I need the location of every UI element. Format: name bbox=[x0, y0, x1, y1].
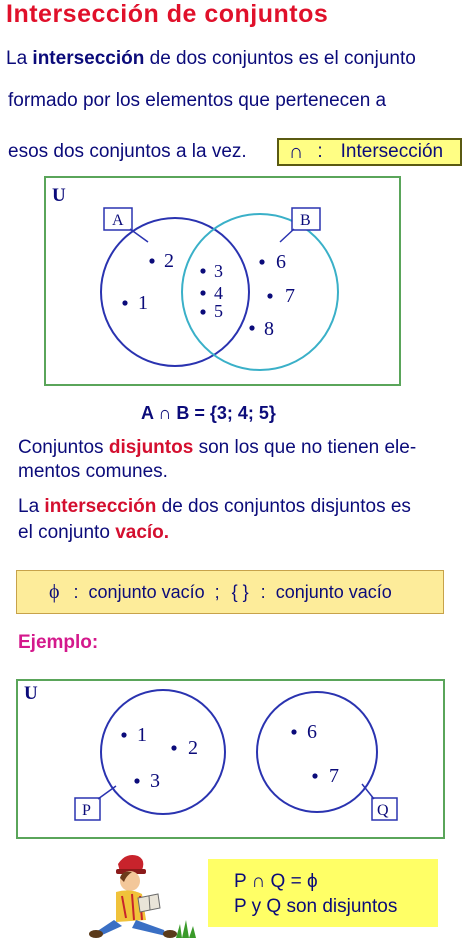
disjoint-keyword: intersección bbox=[44, 496, 157, 517]
element-ab-1: 3 bbox=[214, 261, 223, 281]
disjoint-result-box bbox=[208, 859, 438, 927]
note-separator: : bbox=[73, 581, 79, 602]
element-dot bbox=[122, 300, 127, 305]
intro-line-3: esos dos conjuntos a la vez. bbox=[8, 141, 247, 162]
universe-label: U bbox=[24, 683, 38, 704]
element-p-1: 1 bbox=[137, 724, 147, 746]
disjoint-text: La bbox=[18, 496, 45, 517]
element-dot bbox=[267, 293, 272, 298]
element-dot bbox=[249, 325, 254, 330]
disjoint-text: de dos conjuntos disjuntos es bbox=[156, 496, 411, 517]
element-a-1: 2 bbox=[164, 250, 174, 272]
intersection-symbol: ∩ bbox=[289, 140, 304, 163]
element-a-2: 1 bbox=[138, 292, 148, 314]
universe-label: U bbox=[52, 185, 66, 206]
element-q-1: 6 bbox=[307, 721, 317, 743]
element-dot bbox=[200, 268, 205, 273]
element-dot bbox=[149, 258, 154, 263]
element-dot bbox=[121, 732, 126, 737]
intro-line-1 bbox=[6, 48, 416, 70]
element-dot bbox=[200, 290, 205, 295]
disjoint-line-4 bbox=[18, 522, 169, 544]
set-q-label: Q bbox=[377, 802, 389, 819]
disjoint-line-2: mentos comunes. bbox=[18, 461, 168, 482]
element-dot bbox=[200, 309, 205, 314]
intersection-legend bbox=[277, 138, 462, 166]
phi-symbol: ϕ bbox=[49, 580, 60, 603]
intro-text: de dos conjuntos es el conjunto bbox=[144, 48, 416, 69]
intro-keyword: intersección bbox=[32, 48, 145, 69]
venn-diagram-pq bbox=[0, 676, 474, 841]
element-dot bbox=[291, 729, 296, 734]
intro-line-2: formado por los elementos que pertenecen a bbox=[8, 90, 387, 111]
element-p-2: 2 bbox=[188, 737, 198, 759]
universe-frame bbox=[45, 177, 400, 385]
note-text-1: conjunto vacío bbox=[88, 581, 205, 602]
pq-disjoint-statement: P y Q son disjuntos bbox=[234, 896, 398, 917]
venn-diagram-ab bbox=[0, 170, 474, 400]
example-label: Ejemplo: bbox=[18, 632, 99, 653]
intro-text: La bbox=[6, 48, 33, 69]
element-dot bbox=[259, 259, 264, 264]
element-b-2: 7 bbox=[285, 285, 295, 307]
legend-separator: : bbox=[317, 141, 323, 162]
element-dot bbox=[171, 745, 176, 750]
element-dot bbox=[312, 773, 317, 778]
shoe-left bbox=[89, 930, 103, 938]
element-dot bbox=[134, 778, 139, 783]
note-separator: : bbox=[260, 581, 266, 602]
pq-intersection-result: P ∩ Q = ϕ bbox=[234, 871, 318, 892]
disjoint-line-1 bbox=[18, 437, 416, 459]
intersection-result: A ∩ B = {3; 4; 5} bbox=[141, 403, 276, 423]
empty-set-note bbox=[16, 570, 444, 614]
disjoint-text: Conjuntos bbox=[18, 437, 109, 458]
element-b-3: 8 bbox=[264, 318, 274, 340]
reading-boy-illustration bbox=[86, 850, 206, 939]
disjoint-text: son los que no tienen ele- bbox=[193, 437, 417, 458]
note-text-2: conjunto vacío bbox=[275, 581, 392, 602]
set-p-label: P bbox=[82, 802, 91, 819]
set-a-label: A bbox=[112, 212, 124, 229]
legend-label: Intersección bbox=[340, 141, 444, 162]
disjoint-keyword: vacío. bbox=[115, 522, 170, 543]
disjoint-line-3 bbox=[18, 496, 411, 518]
shoe-right bbox=[163, 930, 177, 938]
element-ab-2: 4 bbox=[214, 283, 223, 303]
element-q-2: 7 bbox=[329, 765, 339, 787]
leg-right bbox=[132, 920, 166, 936]
page-title: Intersección de conjuntos bbox=[6, 0, 329, 28]
element-ab-3: 5 bbox=[214, 301, 223, 321]
braces-symbol: { } bbox=[231, 581, 249, 602]
disjoint-keyword: disjuntos bbox=[108, 437, 194, 458]
element-p-3: 3 bbox=[150, 770, 160, 792]
set-b-label: B bbox=[300, 212, 311, 229]
disjoint-text: el conjunto bbox=[18, 522, 116, 543]
grass-shape bbox=[176, 920, 196, 938]
element-b-1: 6 bbox=[276, 251, 286, 273]
note-semicolon: ; bbox=[214, 581, 220, 602]
